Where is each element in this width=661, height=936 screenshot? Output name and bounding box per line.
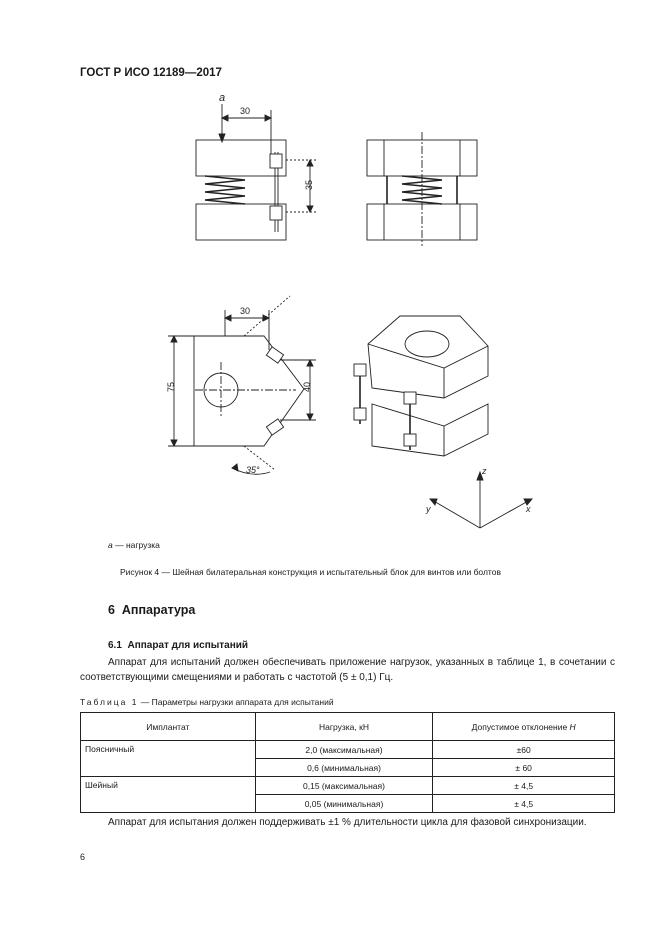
- side-view-right: [367, 132, 477, 246]
- cell-implant: Поясничный: [81, 741, 256, 777]
- section-heading: 6 Аппаратура: [108, 603, 196, 617]
- table-header-row: [81, 713, 615, 741]
- plan-view: [166, 296, 316, 475]
- dim-35: 35: [304, 179, 314, 190]
- table-row: [81, 777, 615, 795]
- page-number: 6: [80, 852, 86, 862]
- axis-z: z: [482, 466, 487, 476]
- angle-35: 35°: [246, 465, 260, 475]
- cell-deviation: ±60: [433, 741, 615, 759]
- subsection-heading: 6.1 Аппарат для испытаний: [108, 640, 249, 651]
- header-load: Нагрузка, кН: [255, 713, 433, 741]
- paragraph: Аппарат для испытания должен поддерживать ±1 % длительности цикла для фазовой синхронизации.: [108, 817, 587, 828]
- figure-legend: a — нагрузка: [108, 540, 160, 550]
- paragraph: Аппарат для испытаний должен обеспечивать приложение нагрузок, указанных в таблице 1, в сочетании с соответствующими смещениями и работать с частотой (5 ± 0,1) Гц.: [80, 657, 615, 683]
- axis-y: y: [426, 504, 431, 514]
- cell-deviation: ± 4,5: [433, 777, 615, 795]
- dim-40: 40: [302, 381, 312, 392]
- label-a: a: [219, 92, 226, 104]
- cell-load: 0,05 (минимальная): [255, 795, 433, 813]
- header-deviation: Допустимое отклонение H: [433, 713, 615, 741]
- axis-x: x: [526, 504, 531, 514]
- front-view-left: [196, 92, 316, 240]
- dim-75: 75: [166, 381, 176, 392]
- figure-caption: Рисунок 4 — Шейная билатеральная конструкция и испытательный блок для винтов или болтов: [120, 567, 501, 577]
- table-row: [81, 741, 615, 759]
- load-parameters-table: [80, 712, 615, 813]
- isometric-view: [354, 316, 488, 456]
- coordinate-axes: [425, 466, 532, 528]
- figure-4-drawing: [150, 86, 550, 536]
- cell-deviation: ± 60: [433, 759, 615, 777]
- dim-30-top: 30: [240, 106, 251, 116]
- header-implant: Имплантат: [81, 713, 256, 741]
- cell-load: 2,0 (максимальная): [255, 741, 433, 759]
- cell-implant: Шейный: [81, 777, 256, 813]
- cell-deviation: ± 4,5: [433, 795, 615, 813]
- cell-load: 0,15 (максимальная): [255, 777, 433, 795]
- dim-30-bottom: 30: [240, 306, 251, 316]
- cell-load: 0,6 (минимальная): [255, 759, 433, 777]
- table-caption: Таблица 1 — Параметры нагрузки аппарата для испытаний: [80, 697, 334, 707]
- document-header: ГОСТ Р ИСО 12189—2017: [80, 67, 222, 79]
